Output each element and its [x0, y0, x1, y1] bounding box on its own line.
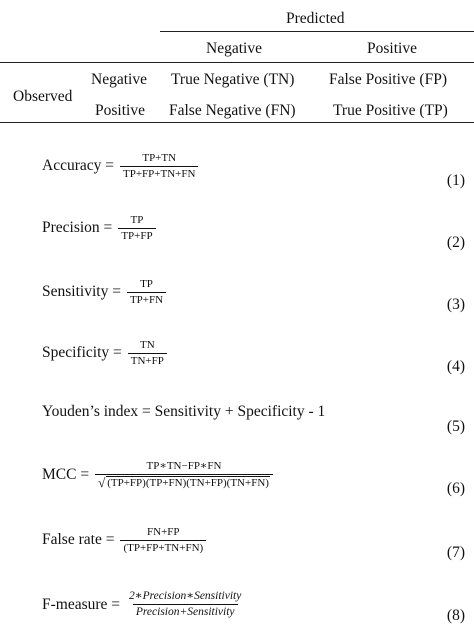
row-header-positive: Positive: [95, 102, 145, 119]
radical-sign: √: [98, 474, 106, 490]
denominator: TP+FP: [118, 228, 155, 243]
fraction: [95, 460, 273, 490]
equation-accuracy: [42, 152, 198, 180]
radicand: (TP+FP)(TP+FN)(TN+FP)(TN+FN): [107, 476, 269, 489]
cell-false-positive: False Positive (FP): [329, 71, 447, 88]
equation-lhs: MCC =: [42, 466, 90, 484]
equation-youdens-index: [42, 403, 325, 421]
numerator: FN+FP: [147, 526, 180, 538]
equation-number: (4): [446, 358, 465, 375]
denominator: Precision+Sensitivity: [133, 604, 238, 619]
equation-number: (5): [446, 418, 465, 435]
equation-number: (6): [446, 480, 465, 497]
predicted-header: Predicted: [286, 10, 345, 27]
numerator: TP: [130, 214, 144, 226]
numerator: TP: [140, 278, 153, 290]
equation-lhs: Accuracy =: [42, 157, 114, 175]
equation-number: (7): [446, 544, 465, 561]
denominator: (TP+FP+TN+FN): [120, 540, 206, 555]
table-bottom-rule: [0, 122, 474, 123]
fraction: [120, 152, 198, 180]
square-root: [98, 476, 270, 490]
denominator: TP+FN: [127, 292, 166, 307]
equation-lhs: False rate =: [42, 531, 115, 549]
fraction: [120, 526, 206, 554]
equation-f-measure: [42, 590, 244, 619]
equation-text: Youden’s index = Sensitivity + Specificity - 1: [42, 403, 326, 420]
cell-false-negative: False Negative (FN): [169, 102, 296, 119]
equation-false-rate: [42, 526, 206, 554]
cell-true-negative: True Negative (TN): [171, 71, 295, 88]
equation-number: (3): [446, 296, 465, 313]
row-header-negative: Negative: [91, 71, 147, 88]
cell-true-positive: True Positive (TP): [333, 102, 448, 119]
equation-number: (1): [446, 172, 465, 189]
numerator: TN: [139, 339, 155, 351]
denominator: [95, 474, 273, 491]
fraction: [128, 339, 167, 367]
fraction: [126, 590, 244, 619]
equation-lhs: F-measure =: [42, 595, 121, 613]
fraction: [118, 214, 155, 242]
equation-precision: [42, 214, 156, 242]
col-header-negative: Negative: [206, 40, 262, 57]
denominator: TP+FP+TN+FN: [120, 166, 198, 181]
denominator: TN+FP: [128, 353, 167, 368]
header-bottom-rule: [0, 62, 474, 63]
equation-number: (8): [446, 607, 465, 624]
numerator: 2∗Precision∗Sensitivity: [129, 590, 242, 602]
col-header-positive: Positive: [367, 40, 417, 57]
observed-label: Observed: [13, 88, 73, 105]
equation-lhs: Sensitivity =: [42, 283, 121, 301]
equation-mcc: [42, 460, 273, 490]
equation-lhs: Precision =: [42, 219, 113, 237]
numerator: TP∗TN−FP∗FN: [146, 460, 222, 472]
fraction: [127, 278, 166, 306]
equation-lhs: Specificity =: [42, 344, 122, 362]
equation-specificity: [42, 339, 167, 367]
predicted-underline: [160, 31, 474, 32]
equation-number: (2): [446, 234, 465, 251]
numerator: TP+TN: [142, 152, 177, 164]
equation-sensitivity: [42, 278, 166, 306]
